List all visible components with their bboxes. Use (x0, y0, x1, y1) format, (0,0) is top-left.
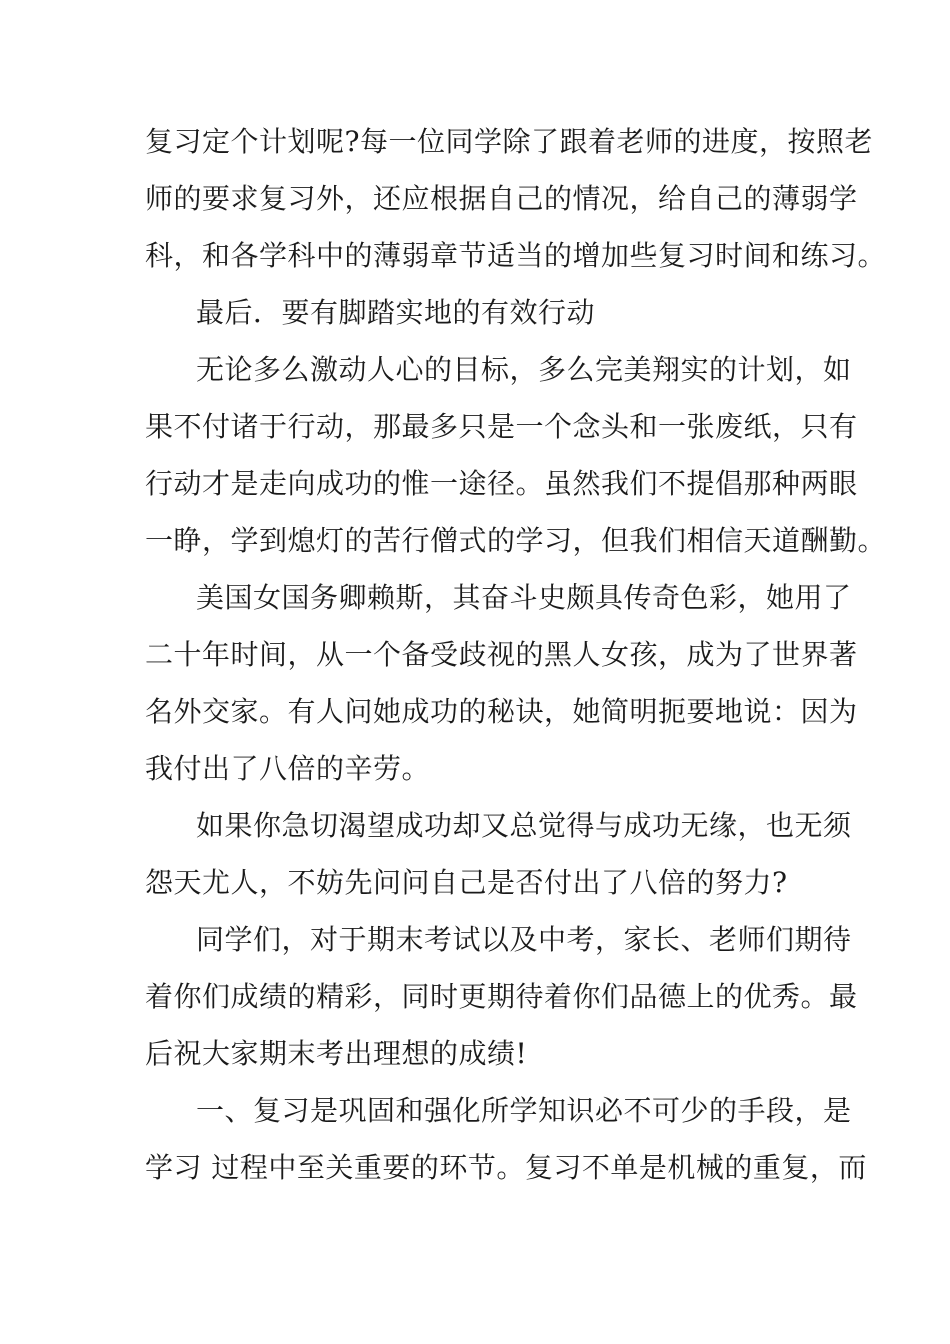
text-line: 如果你急切渴望成功却又总觉得与成功无缘，也无须 (196, 809, 852, 842)
text-line: 科，和各学科中的薄弱章节适当的增加些复习时间和练习。 (145, 239, 887, 272)
text-line: 果不付诸于行动，那最多只是一个念头和一张废纸，只有 (145, 410, 858, 443)
text-line: 行动才是走向成功的惟一途径。虽然我们不提倡那种两眼 (145, 467, 858, 500)
text-line: 怨天尤人，不妨先问问自己是否付出了八倍的努力? (145, 866, 788, 899)
text-line: 一、复习是巩固和强化所学知识必不可少的手段，是 (196, 1094, 852, 1127)
text-line: 二十年时间，从一个备受歧视的黑人女孩，成为了世界著 (145, 638, 858, 671)
text-line: 师的要求复习外，还应根据自己的情况，给自己的薄弱学 (145, 182, 858, 215)
section-heading: 最后．要有脚踏实地的有效行动 (196, 296, 596, 329)
text-line: 无论多么激动人心的目标，多么完美翔实的计划，如 (196, 353, 852, 386)
text-line: 复习定个计划呢?每一位同学除了跟着老师的进度，按照老 (145, 125, 874, 158)
text-line: 同学们，对于期末考试以及中考，家长、老师们期待 (196, 923, 852, 956)
text-line: 名外交家。有人问她成功的秘诀，她简明扼要地说：因为 (145, 695, 858, 728)
text-line: 着你们成绩的精彩，同时更期待着你们品德上的优秀。最 (145, 980, 858, 1013)
text-line: 学习 过程中至关重要的环节。复习不单是机械的重复，而 (145, 1151, 867, 1184)
text-line: 一睁，学到熄灯的苦行僧式的学习，但我们相信天道酬勤。 (145, 524, 887, 557)
text-line: 美国女国务卿赖斯，其奋斗史颇具传奇色彩，她用了 (196, 581, 852, 614)
text-line: 我付出了八倍的辛劳。 (145, 752, 431, 785)
text-line: 后祝大家期末考出理想的成绩! (145, 1037, 528, 1070)
